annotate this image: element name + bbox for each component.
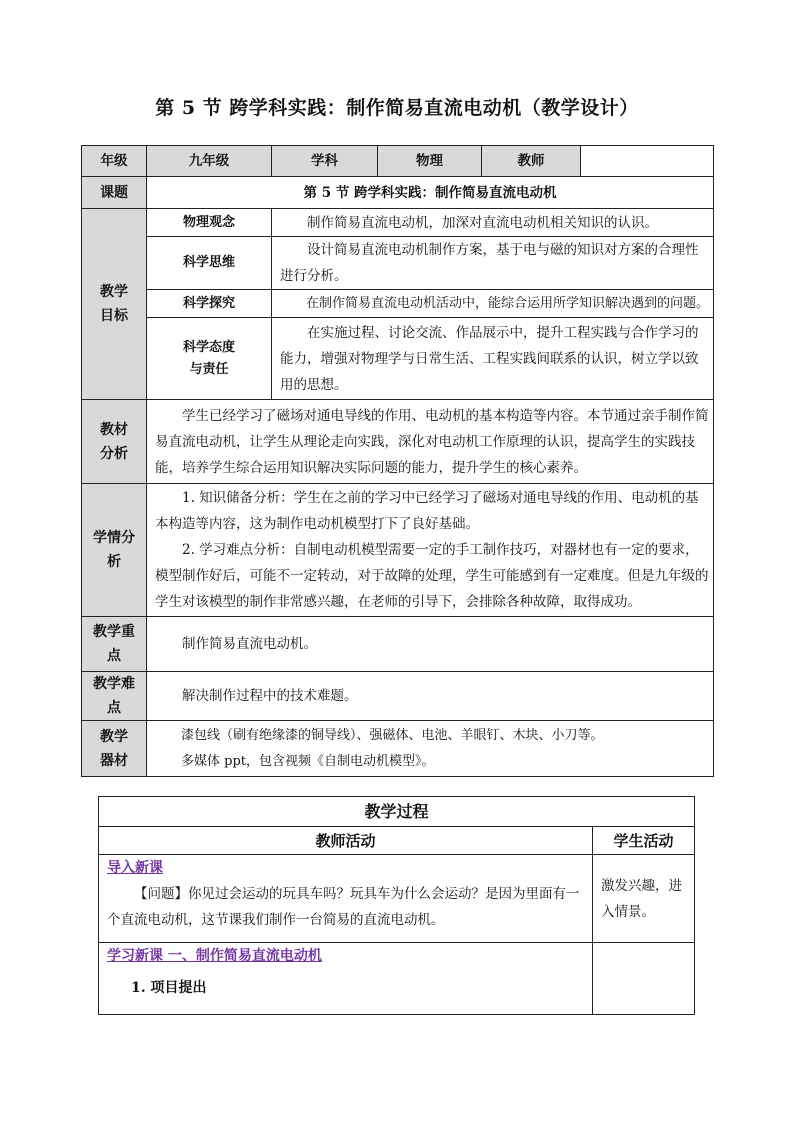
student-analysis-label	[82, 484, 147, 617]
info-row	[82, 146, 714, 177]
topic-value: 第 5 节 跨学科实践：制作简易直流电动机	[147, 177, 714, 209]
student-activity-header: 学生活动	[593, 827, 695, 855]
new-lesson-student-cell	[593, 943, 695, 1015]
goal-name-line: 与责任	[189, 361, 229, 377]
new-lesson-row	[99, 943, 695, 1015]
goals-label-line: 教学	[100, 284, 128, 300]
label-line: 点	[107, 700, 121, 716]
key-point-row	[82, 617, 714, 672]
difficulty-label	[82, 672, 147, 721]
step-heading: 1. 项目提出	[131, 980, 207, 996]
label-line: 学情分	[93, 530, 135, 546]
goal-name	[147, 318, 272, 400]
process-title: 教学过程	[99, 797, 695, 827]
equipment-row	[82, 721, 714, 777]
key-point-text: 制作简易直流电动机。	[147, 617, 714, 672]
goal-row	[82, 290, 714, 318]
intro-title: 导入新课	[107, 860, 163, 876]
student-analysis-paragraph: 2. 学习难点分析：自制电动机模型需要一定的手工制作技巧，对器材也有一定的要求，模型制作好后，可能不一定转动，对于故障的处理，学生可能感到有一定难度。但是九年级的学生对该模型的制作非常感兴趣，在老师的引导下，会排除各种故障，取得成功。	[155, 542, 709, 610]
label-line: 教学重	[93, 624, 135, 640]
label-line: 教学	[100, 728, 128, 745]
student-analysis-text	[147, 484, 714, 617]
intro-cell	[99, 855, 593, 943]
key-point-label	[82, 617, 147, 672]
student-analysis-row	[82, 484, 714, 617]
material-analysis-label	[82, 400, 147, 484]
label-line: 析	[107, 554, 121, 570]
goal-name: 物理观念	[147, 209, 272, 237]
equipment-line: 漆包线（刷有绝缘漆的铜导线）、强磁体、电池、羊眼钉、木块、小刀等。	[181, 727, 604, 743]
process-title-row	[99, 797, 695, 827]
process-header-row	[99, 827, 695, 855]
label-line: 点	[107, 648, 121, 664]
topic-label: 课题	[82, 177, 147, 209]
equipment-text	[147, 721, 714, 777]
goal-text: 设计简易直流电动机制作方案，基于电与磁的知识对方案的合理性进行分析。	[272, 237, 714, 290]
goal-row	[82, 237, 714, 290]
goals-label-line: 目标	[100, 308, 128, 324]
material-analysis-row	[82, 400, 714, 484]
process-table	[98, 796, 695, 1015]
new-lesson-cell	[99, 943, 593, 1015]
goal-text: 制作简易直流电动机，加深对直流电动机相关知识的认识。	[272, 209, 714, 237]
topic-row	[82, 177, 714, 209]
teacher-value	[581, 146, 714, 177]
label-line: 器材	[100, 752, 128, 769]
grade-value: 九年级	[147, 146, 272, 177]
goal-name: 科学探究	[147, 290, 272, 318]
goal-name-line: 科学态度	[182, 339, 235, 355]
goal-row	[82, 318, 714, 400]
difficulty-text: 解决制作过程中的技术难题。	[147, 672, 714, 721]
intro-student-activity: 激发兴趣，进入情景。	[593, 855, 695, 943]
goal-text: 在实施过程、讨论交流、作品展示中，提升工程实践与合作学习的能力，增强对物理学与日常生活、工程实践间联系的认识，树立学以致用的思想。	[272, 318, 714, 400]
equipment-line: 多媒体 ppt，包含视频《自制电动机模型》。	[181, 753, 435, 769]
intro-text: 【问题】你见过会运动的玩具车吗？玩具车为什么会运动？是因为里面有一个直流电动机，这节课我们制作一台简易的直流电动机。	[107, 886, 580, 928]
intro-row	[99, 855, 695, 943]
goal-name: 科学思维	[147, 237, 272, 290]
difficulty-row	[82, 672, 714, 721]
goal-row	[82, 209, 714, 237]
material-analysis-text: 学生已经学习了磁场对通电导线的作用、电动机的基本构造等内容。本节通过亲手制作简易直流电动机，让学生从理论走向实践，深化对电动机工作原理的认识，提高学生的实践技能，培养学生综合运用知识解决实际问题的能力，提升学生的核心素养。	[147, 400, 714, 484]
teacher-activity-header: 教师活动	[99, 827, 593, 855]
page-title: 第 5 节 跨学科实践：制作简易直流电动机（教学设计）	[155, 97, 639, 119]
lesson-info-table	[81, 145, 714, 777]
subject-value: 物理	[378, 146, 482, 177]
new-lesson-title: 学习新课 一、制作简易直流电动机	[107, 948, 322, 964]
student-analysis-paragraph: 1. 知识储备分析：学生在之前的学习中已经学习了磁场对通电导线的作用、电动机的基本构造等内容，这为制作电动机模型打下了良好基础。	[155, 490, 699, 532]
equipment-label	[82, 721, 147, 777]
grade-label: 年级	[82, 146, 147, 177]
goal-text: 在制作简易直流电动机活动中，能综合运用所学知识解决遇到的问题。	[272, 290, 714, 318]
label-line: 教学难	[93, 676, 135, 692]
label-line: 教材	[100, 421, 128, 438]
teacher-label: 教师	[482, 146, 581, 177]
goals-label	[82, 209, 147, 400]
subject-label: 学科	[272, 146, 378, 177]
label-line: 分析	[100, 445, 128, 462]
